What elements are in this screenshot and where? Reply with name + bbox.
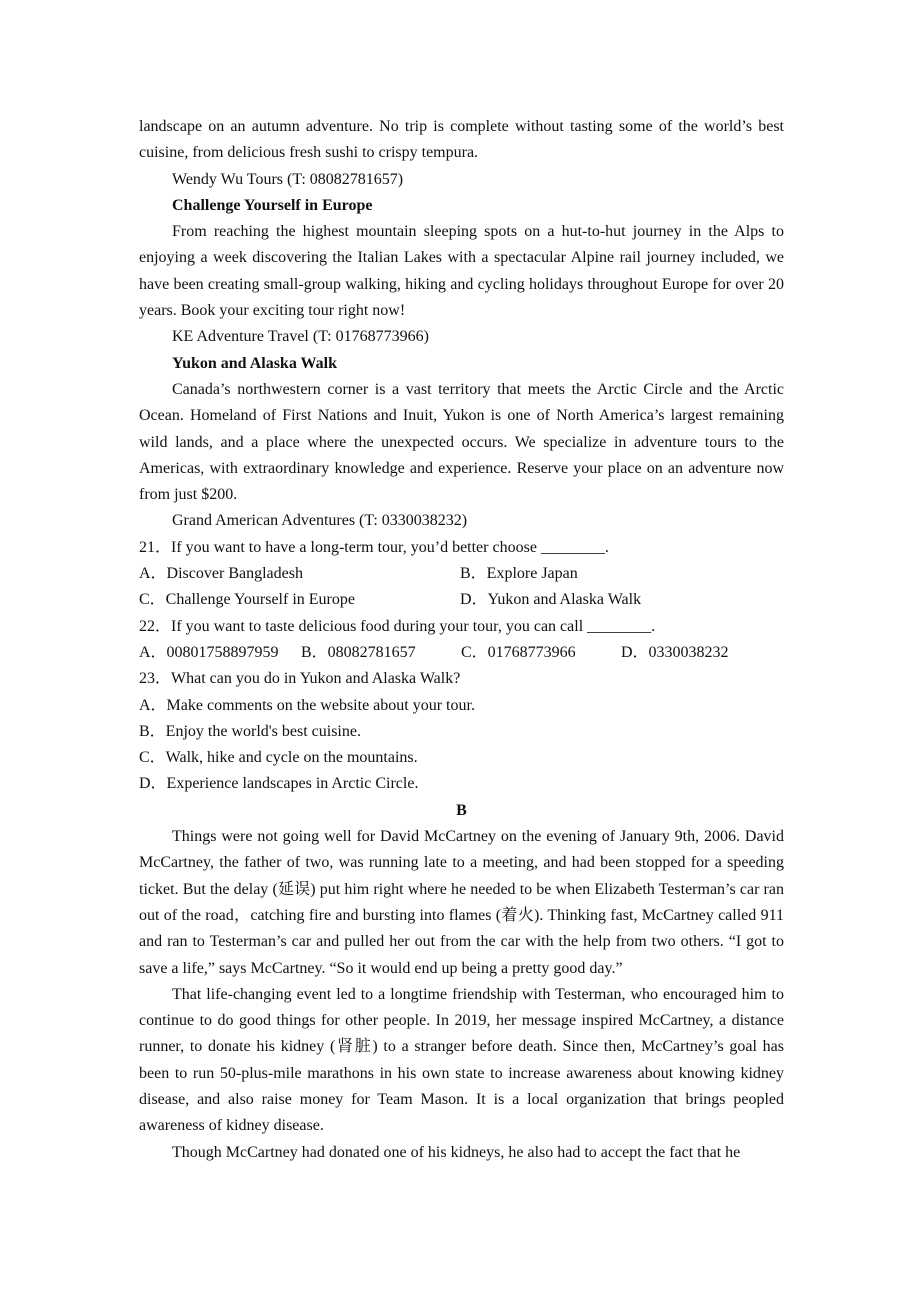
question-22-options: [139, 640, 784, 666]
question-23-option-b: B．Enjoy the world's best cuisine.: [139, 722, 361, 740]
ad-japan-contact: Wendy Wu Tours (T: 08082781657): [172, 170, 404, 188]
question-21-stem: 21．If you want to have a long-term tour, you’d better choose ________.: [139, 538, 609, 556]
question-21-option-a: A．Discover Bangladesh: [139, 565, 303, 583]
ad-yukon-contact: Grand American Adventures (T: 0330038232): [172, 512, 468, 530]
question-23-option-c: C．Walk, hike and cycle on the mountains.: [139, 749, 418, 767]
ad-europe-body: From reaching the highest mountain sleeping spots on a hut-to-hut journey in the Alps to enjoying a week discovering the Italian Lakes with a spectacular Alpine rail journey included, we have been creating small-group walking, hiking and cycling holidays throughout Europe for over 20 years. Book your exciting tour right now!: [139, 223, 784, 320]
passage-b-paragraph-3: Though McCartney had donated one of his kidneys, he also had to accept the fact that he: [172, 1143, 741, 1161]
question-23-option-d: D．Experience landscapes in Arctic Circle.: [139, 775, 419, 793]
ad-japan-body-tail: landscape on an autumn adventure. No trip is complete without tasting some of the world’s best cuisine, from delicious fresh sushi to crispy tempura.: [139, 118, 784, 162]
question-21-option-c: C．Challenge Yourself in Europe: [139, 591, 355, 609]
question-22-option-a: A．00801758897959: [139, 643, 279, 661]
question-22-option-b: B．08082781657: [301, 643, 416, 661]
question-22-stem: 22．If you want to taste delicious food during your tour, you can call ________.: [139, 617, 656, 635]
question-22-option-d: D．0330038232: [621, 643, 729, 661]
question-21-options-row-2: [139, 587, 784, 613]
document-page: [139, 114, 784, 1166]
ad-yukon-body: Canada’s northwestern corner is a vast territory that meets the Arctic Circle and the Arctic Ocean. Homeland of First Nations and Inuit, Yukon is one of North America’s largest remaining wild lands, and a place where the unexpected occurs. We specialize in adventure tours to the Americas, with extraordinary knowledge and experience. Reserve your place on an adventure now from just $200.: [139, 380, 784, 504]
passage-b-paragraph-1: Things were not going well for David McCartney on the evening of January 9th, 2006. David McCartney, the father of two, was running late to a meeting, and had been stopped for a speeding ticket. But the delay (延误) put him right where he needed to be when Elizabeth Testerman’s car ran out of the road，catching fire and bursting into flames (着火). Thinking fast, McCartney called 911 and ran to Testerman’s car and pulled her out from the car with the help from two others. “I got to save a life,” says McCartney. “So it would end up being a pretty good day.”: [139, 828, 784, 977]
section-b-label: B: [456, 801, 467, 819]
question-21-option-b: B．Explore Japan: [460, 565, 578, 583]
ad-europe-contact: KE Adventure Travel (T: 01768773966): [172, 328, 429, 346]
question-21-option-d: D．Yukon and Alaska Walk: [460, 591, 642, 609]
passage-b-paragraph-2: That life-changing event led to a longtime friendship with Testerman, who encouraged him to continue to do good things for other people. In 2019, her message inspired McCartney, a distance runner, to donate his kidney (肾脏) to a stranger before death. Since then, McCartney’s goal has been to run 50-plus-mile marathons in his own state to increase awareness about knowing kidney disease, and also raise money for Team Mason. It is a local organization that brings peopled awareness of kidney disease.: [139, 985, 784, 1135]
ad-yukon-title: Yukon and Alaska Walk: [172, 354, 337, 372]
ad-europe-title: Challenge Yourself in Europe: [172, 196, 373, 214]
question-22-option-c: C．01768773966: [461, 643, 576, 661]
question-23-option-a: A．Make comments on the website about your tour.: [139, 696, 475, 714]
question-21-options-row-1: [139, 561, 784, 587]
question-23-stem: 23．What can you do in Yukon and Alaska Walk?: [139, 670, 461, 688]
